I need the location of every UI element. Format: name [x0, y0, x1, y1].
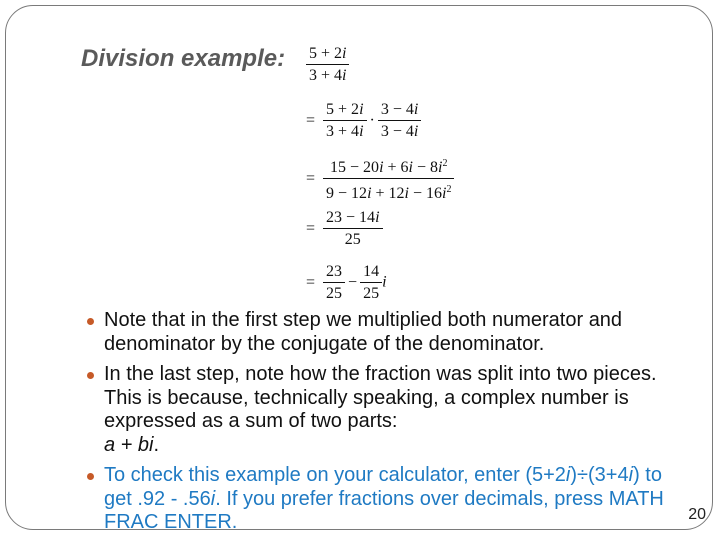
bullet-list: [84, 309, 694, 542]
math-step-3: = $\frac{15 - 20i + 6i - 8i^2}{9 - 12i + 12i - 16i^2}$: [306, 154, 454, 203]
bullet-item: In the last step, note how the fraction was split into two pieces. This is because, technically speaking, a complex number is expressed as a sum of two parts: a + bi.: [84, 363, 694, 457]
bullet-dot-icon: [87, 473, 94, 480]
bullet-dot-icon: [87, 318, 94, 325]
slide-title: Division example:: [81, 45, 286, 72]
bullet-item-calculator: To check this example on your calculator, enter (5+2i)÷(3+4i) to get .92 - .56i. If you prefer fractions over decimals, press MATH FRAC ENTER.: [84, 464, 694, 535]
math-step-2: = $\frac{5 + 2i}{3 + 4i}$ · $\frac{3 - 4i}{3 - 4i}$: [306, 100, 421, 141]
math-step-4: = $\frac{23 - 14i}{25}$: [306, 208, 383, 249]
bullet-dot-icon: [87, 372, 94, 379]
page-number: 20: [688, 506, 706, 523]
math-step-5: = $\frac{23}{25}$ − $\frac{14}{25}$ i: [306, 263, 387, 302]
bullet-item: Note that in the first step we multiplied both numerator and denominator by the conjugate of the denominator.: [84, 309, 694, 356]
math-step-1: $\frac{5 + 2i}{3 + 4i}$: [306, 44, 349, 85]
